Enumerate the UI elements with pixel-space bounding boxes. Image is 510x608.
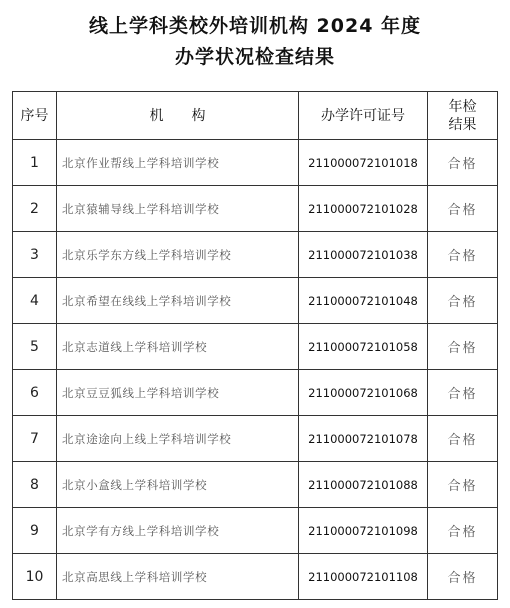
header-seq: 序号 bbox=[13, 92, 57, 140]
row-institution-name: 北京学有方线上学科培训学校 bbox=[57, 508, 299, 554]
table-row bbox=[13, 278, 498, 324]
row-institution-name: 北京猿辅导线上学科培训学校 bbox=[57, 186, 299, 232]
row-seq: 3 bbox=[13, 232, 57, 278]
row-license-number: 211000072101098 bbox=[299, 508, 428, 554]
table-row bbox=[13, 324, 498, 370]
row-license-number: 211000072101068 bbox=[299, 370, 428, 416]
row-seq: 5 bbox=[13, 324, 57, 370]
row-institution-name: 北京途途向上线上学科培训学校 bbox=[57, 416, 299, 462]
row-institution-name: 北京作业帮线上学科培训学校 bbox=[57, 140, 299, 186]
row-result: 合格 bbox=[428, 554, 498, 600]
table-row bbox=[13, 140, 498, 186]
table-row bbox=[13, 508, 498, 554]
row-license-number: 211000072101058 bbox=[299, 324, 428, 370]
row-institution-name: 北京小盒线上学科培训学校 bbox=[57, 462, 299, 508]
table-row bbox=[13, 186, 498, 232]
table-header-row bbox=[13, 92, 498, 140]
row-result: 合格 bbox=[428, 186, 498, 232]
document-subtitle: 办学状况检查结果 bbox=[174, 46, 335, 68]
row-institution-name: 北京希望在线线上学科培训学校 bbox=[57, 278, 299, 324]
row-seq: 9 bbox=[13, 508, 57, 554]
row-institution-name: 北京乐学东方线上学科培训学校 bbox=[57, 232, 299, 278]
row-result: 合格 bbox=[428, 416, 498, 462]
row-license-number: 211000072101038 bbox=[299, 232, 428, 278]
row-institution-name: 北京高思线上学科培训学校 bbox=[57, 554, 299, 600]
row-seq: 4 bbox=[13, 278, 57, 324]
document-title: 线上学科类校外培训机构 2024 年度 bbox=[88, 15, 422, 37]
header-result-line1: 年检 bbox=[448, 98, 477, 115]
table-row bbox=[13, 370, 498, 416]
table-row bbox=[13, 462, 498, 508]
row-license-number: 211000072101048 bbox=[299, 278, 428, 324]
row-seq: 6 bbox=[13, 370, 57, 416]
row-institution-name: 北京志道线上学科培训学校 bbox=[57, 324, 299, 370]
row-seq: 8 bbox=[13, 462, 57, 508]
row-license-number: 211000072101088 bbox=[299, 462, 428, 508]
row-license-number: 211000072101028 bbox=[299, 186, 428, 232]
row-license-number: 211000072101108 bbox=[299, 554, 428, 600]
table-row bbox=[13, 554, 498, 600]
row-result: 合格 bbox=[428, 462, 498, 508]
row-seq: 7 bbox=[13, 416, 57, 462]
row-license-number: 211000072101078 bbox=[299, 416, 428, 462]
row-seq: 1 bbox=[13, 140, 57, 186]
header-result bbox=[428, 92, 498, 140]
header-institution: 机 构 bbox=[57, 92, 299, 140]
header-result-line2: 结果 bbox=[448, 116, 477, 133]
inspection-results-table bbox=[12, 91, 498, 600]
row-seq: 2 bbox=[13, 186, 57, 232]
row-result: 合格 bbox=[428, 278, 498, 324]
row-institution-name: 北京豆豆狐线上学科培训学校 bbox=[57, 370, 299, 416]
row-result: 合格 bbox=[428, 508, 498, 554]
table-row bbox=[13, 416, 498, 462]
row-license-number: 211000072101018 bbox=[299, 140, 428, 186]
row-result: 合格 bbox=[428, 370, 498, 416]
row-result: 合格 bbox=[428, 232, 498, 278]
row-result: 合格 bbox=[428, 324, 498, 370]
header-license: 办学许可证号 bbox=[299, 92, 428, 140]
row-result: 合格 bbox=[428, 140, 498, 186]
table-row bbox=[13, 232, 498, 278]
row-seq: 10 bbox=[13, 554, 57, 600]
